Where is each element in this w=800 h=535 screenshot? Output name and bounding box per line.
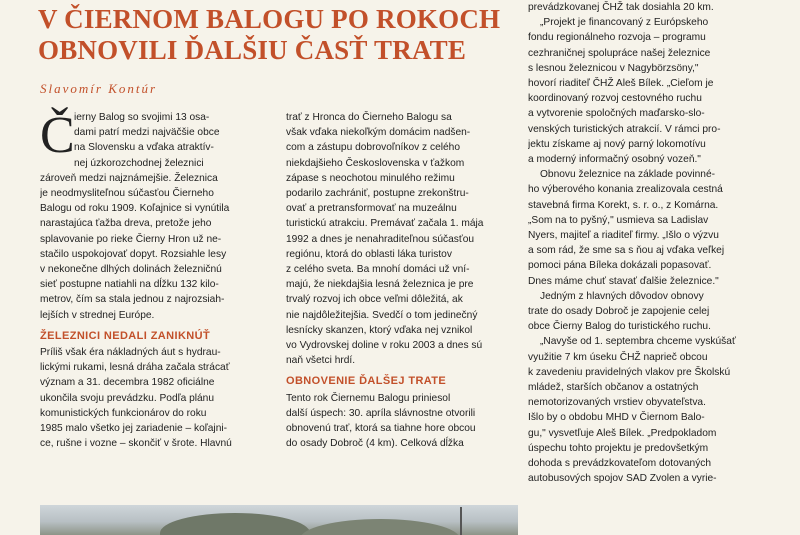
column-1-paragraph	[40, 107, 278, 323]
text-line: „Som na to pyšný," usmieva sa Ladislav	[528, 214, 709, 226]
text-line: narastajúca ťažba dreva, pretože jeho	[40, 218, 212, 230]
text-line: pomoci pána Bíleka dokázali popasovať.	[528, 260, 712, 272]
photo-hill	[160, 513, 310, 535]
photo-hill-2	[300, 519, 460, 535]
headline-line-2: OBNOVILI ĎALŠIU ČASŤ TRATE	[38, 35, 467, 65]
subheading-zeleznici-nedali-zaniknut: ŽELEZNICI NEDALI ZANIKNÚŤ	[40, 329, 211, 342]
text-line: jektu získame aj nový parný lokomotívu	[528, 138, 706, 150]
column-1-paragraph-2	[40, 345, 278, 451]
text-line: prevádzkovanej ČHŽ tak dosiahla 20 km.	[528, 2, 714, 13]
subheading-obnovenie-dalsej-trate: OBNOVENIE ĎALŠEJ TRATE	[286, 375, 447, 388]
text-line: úspechu tohto projektu je predovšetkým	[528, 442, 709, 454]
text-line: význam a 31. decembra 1982 oficiálne	[40, 377, 215, 389]
text-line: stačilo uspokojovať dopyt. Rozsiahle lesy	[40, 248, 227, 260]
text-line: com a zástupu dobrovoľníkov z celého	[286, 142, 460, 154]
text-line: nie najdôležitejšia. Svedčí o tom jedinečný	[286, 309, 478, 321]
text-line: dohoda s prevádzkovateľom dotovaných	[528, 458, 712, 470]
text-line: splavovanie po rieke Čierny Hron už ne-	[40, 233, 222, 245]
text-line: Balogu od roku 1909. Koľajnice si vynútila	[40, 203, 230, 215]
text-line: nemotorizovaných vrstiev obyvateľstva.	[528, 397, 706, 409]
column-2-paragraph-2	[286, 391, 518, 452]
text-line: metrov, čím sa stala jednou z najrozsiah-	[40, 294, 225, 306]
text-line: další úspech: 30. apríla slávnostne otvorili	[286, 407, 476, 419]
text-line: vo Vydrovskej doline v roku 2003 a dnes sú	[286, 340, 483, 352]
headline-line-1: V ČIERNOM BALOGU PO ROKOCH	[38, 4, 501, 34]
text-line: cezhraničnej spolupráce našej železnice	[528, 47, 711, 59]
text-line: turistickú atrakciu. Premávať začala 1. mája	[286, 218, 484, 230]
text-line: a moderný informačný osobný vozeň."	[528, 154, 701, 166]
text-line: „Navyše od 1. septembra chceme vyskúšať	[540, 336, 736, 348]
text-line: 1992 a dnes je nenahraditeľnou súčasťou	[286, 233, 475, 245]
article-column-2	[286, 110, 518, 451]
text-line: trvalý rozvoj ich obce veľmi dôležitá, ak	[286, 294, 463, 306]
text-line: Tento rok Čiernemu Balogu priniesol	[286, 392, 451, 404]
text-line: trate do osady Dobroč je zapojenie celej	[528, 306, 710, 318]
text-line: majú, že niekdajšia lesná železnica je pre	[286, 279, 474, 291]
text-line: regiónu, ktorá do oblasti láka turistov	[286, 248, 452, 260]
text-line: lejších v strednej Európe.	[40, 309, 155, 321]
text-line: Príliš však éra nákladných áut s hydrau-	[40, 347, 221, 359]
text-line: trať z Hronca do Čierneho Balogu sa	[286, 112, 452, 123]
text-line: však vďaka niekoľkým domácim nadšen-	[286, 127, 471, 139]
column-2-paragraph	[286, 110, 518, 368]
text-line: naň všetci hrdí.	[286, 355, 356, 367]
text-line: podarilo zachrániť, postupne zrekonštru-	[286, 188, 469, 200]
article-column-1	[40, 107, 278, 451]
text-line: „Projekt je financovaný z Európskeho	[540, 17, 709, 29]
photo-pole	[460, 507, 462, 535]
text-line: dami patrí medzi najväčšie obce	[74, 127, 220, 139]
text-line: 1985 malo všetko jej zariadenie – koľajni-	[40, 423, 228, 435]
text-line: ce, rušne i vozne – skončiť v šrote. Hlavnú	[40, 438, 232, 450]
text-line: ovať a pretransformovať na muzeálnu	[286, 203, 457, 215]
text-line: a som rád, že sme sa s ňou aj vďaka veľkej	[528, 245, 725, 257]
text-line: ierny Balog so svojimi 13 osa-	[74, 112, 210, 123]
text-line: lickými rukami, lesná dráha začala strácať	[40, 362, 230, 374]
text-line: s lesnou železnicou v Nagybörzsöny,"	[528, 62, 699, 74]
text-line: do osady Dobroč (4 km). Celková dĺžka	[286, 438, 464, 450]
text-line: Jedným z hlavných dôvodov obnovy	[540, 290, 704, 302]
text-line: v nekonečne dlhých dolinách železničnú	[40, 264, 222, 276]
text-line: ho výberového konania zrealizovala cestná	[528, 184, 723, 196]
drop-cap: Č	[40, 107, 75, 164]
text-line: a vytvorenie spoločných maďarsko-slo-	[528, 108, 705, 120]
text-line: niekdajšieho Československa v ťažkom	[286, 157, 465, 169]
text-line: hovorí riaditeľ ČHŽ Aleš Bílek. „Cieľom je	[528, 78, 714, 90]
text-line: Nyers, majiteľ a riaditeľ firmy. „Išlo o výzvu	[528, 230, 719, 242]
column-3-paragraph	[528, 0, 796, 487]
text-line: komunistických funkcionárov do roku	[40, 407, 207, 419]
text-line: fondu regionálneho rozvoja – programu	[528, 32, 706, 44]
text-line: k zavedeniu pravidelných vlakov pre Školskú	[528, 366, 731, 378]
text-line: zápase s neochotou minulého režimu	[286, 172, 455, 184]
text-line: lesnícky skanzen, ktorý vďaka nej vznikol	[286, 324, 473, 336]
text-line: je neodmysliteľnou súčasťou Čierneho	[40, 188, 214, 200]
article-column-3	[528, 0, 796, 487]
text-line: využitie 7 km úseku ČHŽ naprieč obcou	[528, 351, 708, 363]
article-headline	[38, 4, 528, 66]
text-line: sieť postupne natiahli na dĺžku 132 kilo-	[40, 279, 219, 291]
text-line: mládež, starších občanov a ostatných	[528, 382, 699, 394]
text-line: stavebná firma Korekt, s. r. o., z Komárna.	[528, 199, 719, 211]
text-line: gu," vysvetľuje Aleš Bílek. „Predpokladom	[528, 427, 717, 439]
text-line: autobusových spojov SAD Zvolen a vyrie-	[528, 473, 717, 485]
text-line: na Slovensku a vďaka atraktív-	[74, 142, 214, 154]
text-line: obnovenú trať, ktorá sa tiahne hore obcou	[286, 423, 476, 435]
author-byline: Slavomír Kontúr	[40, 81, 158, 96]
text-line: ukončila svoju prevádzku. Podľa plánu	[40, 392, 215, 404]
text-line: zároveň medzi najznámejšie. Železnica	[40, 172, 218, 184]
text-line: Išlo by o obdobu MHD v Čiernom Balo-	[528, 412, 705, 424]
text-line: Dnes máme chuť stavať ďalšie železnice."	[528, 275, 719, 287]
text-line: nej úzkorozchodnej železnici	[74, 157, 204, 169]
text-line: koordinovaný rozvoj cestovného ruchu	[528, 93, 702, 105]
article-photo	[40, 505, 518, 535]
text-line: venských turistických atrakcií. V rámci pro-	[528, 123, 721, 135]
text-line: z celého sveta. Ba mnohí domáci už vní-	[286, 264, 470, 276]
text-line: obce Čierny Balog do turistického ruchu.	[528, 321, 711, 333]
text-line: Obnovu železnice na základe povinné-	[540, 169, 715, 181]
